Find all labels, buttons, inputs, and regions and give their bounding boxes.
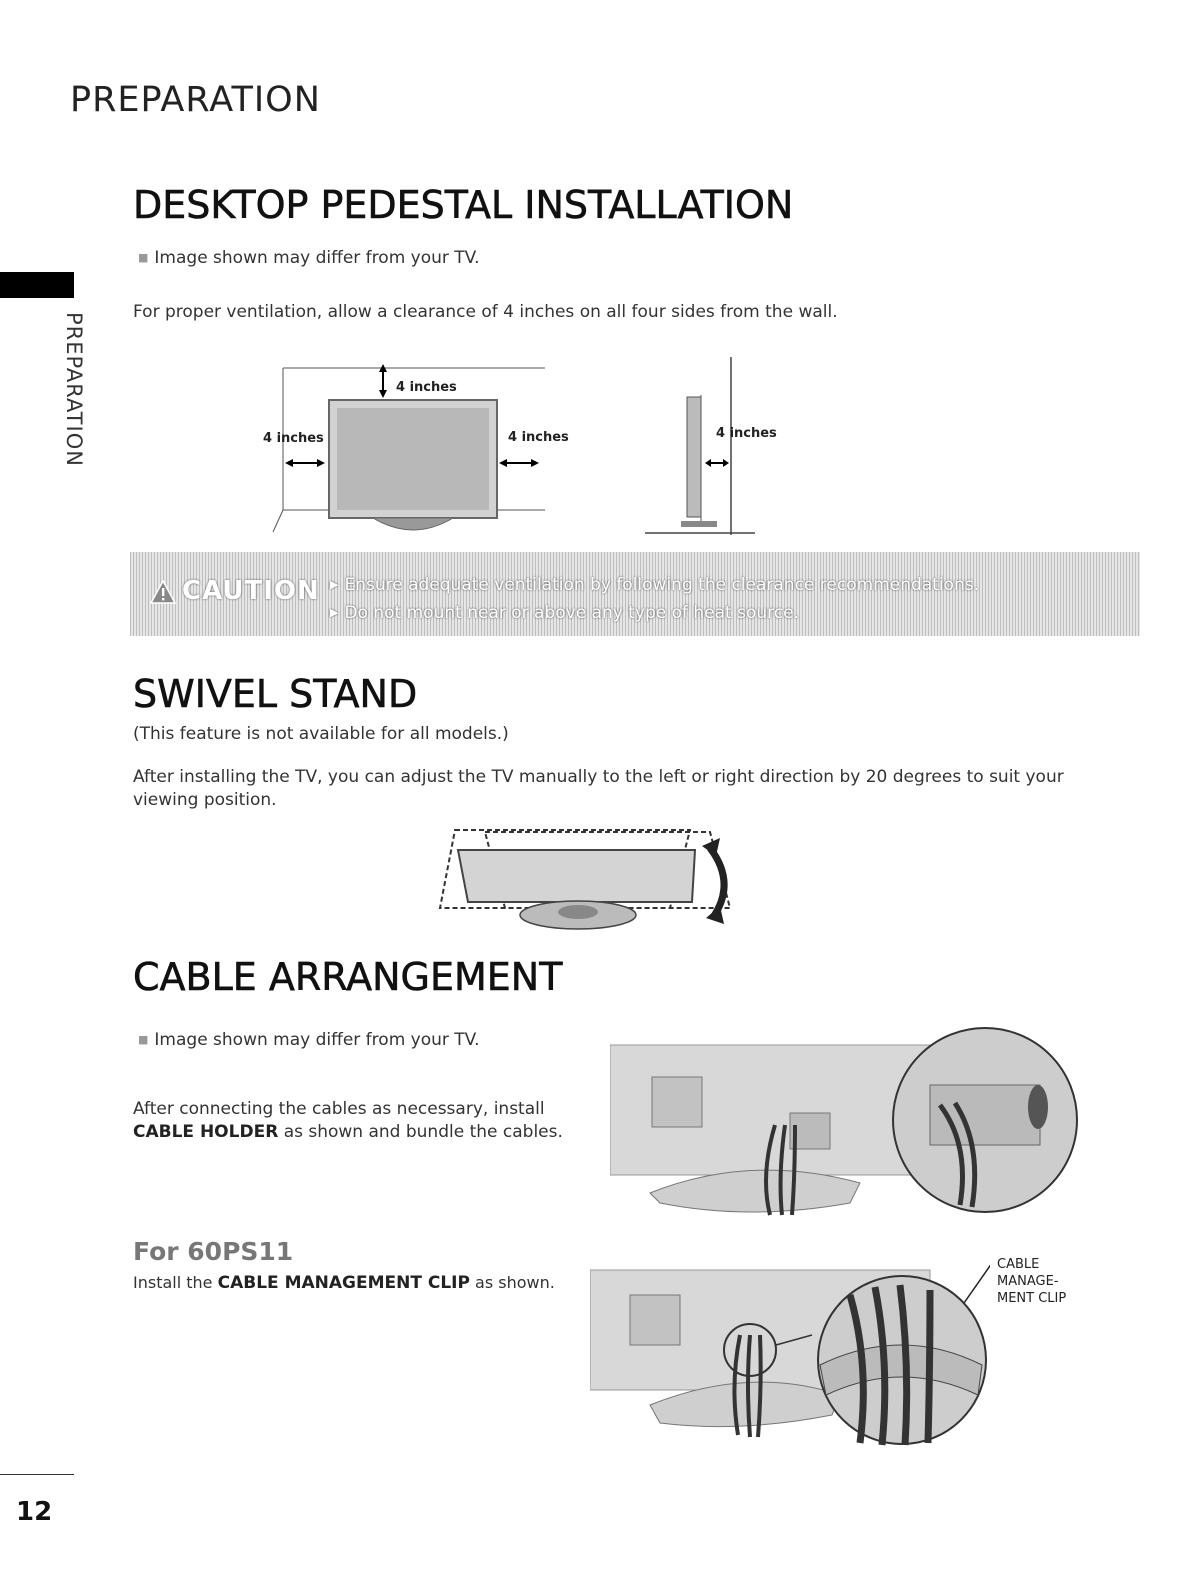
swivel-stand-title: SWIVEL STAND bbox=[133, 672, 418, 716]
clip-label bbox=[997, 1256, 1066, 1307]
side-tab-label: PREPARATION bbox=[62, 312, 86, 467]
cable-management-clip-illustration bbox=[590, 1255, 990, 1450]
ventilation-text: For proper ventilation, allow a clearance of 4 inches on all four sides from the wall. bbox=[133, 302, 838, 322]
caution-line-1: ▶ Ensure adequate ventilation by following the clearance recommendations. bbox=[330, 575, 979, 595]
caution-label: CAUTION bbox=[182, 576, 320, 606]
clip-instruction-prefix: Install the bbox=[133, 1273, 213, 1292]
desktop-image-note: ■ Image shown may differ from your TV. bbox=[138, 247, 480, 271]
clearance-label-left: 4 inches bbox=[263, 431, 324, 446]
clip-label-line-3: MENT CLIP bbox=[997, 1291, 1067, 1306]
desktop-pedestal-title: DESKTOP PEDESTAL INSTALLATION bbox=[133, 183, 794, 227]
clearance-label-right: 4 inches bbox=[508, 430, 569, 445]
cable-holder-keyword: CABLE HOLDER bbox=[133, 1122, 279, 1142]
cable-arrangement-title: CABLE ARRANGEMENT bbox=[133, 955, 563, 999]
cable-instruction-prefix: After connecting the cables as necessary, install bbox=[133, 1099, 545, 1119]
cable-image-note: ■ Image shown may differ from your TV. bbox=[138, 1029, 480, 1053]
page-number: 12 bbox=[16, 1497, 53, 1527]
clip-label-line-2: MANAGE- bbox=[997, 1274, 1059, 1289]
clip-label-line-1: CABLE bbox=[997, 1257, 1040, 1272]
section-header: PREPARATION bbox=[70, 80, 321, 120]
warning-triangle-icon bbox=[150, 580, 176, 604]
page-number-divider bbox=[0, 1474, 74, 1475]
clip-keyword: CABLE MANAGEMENT CLIP bbox=[217, 1273, 470, 1293]
clip-instruction-suffix: as shown. bbox=[475, 1273, 555, 1292]
clearance-label-top: 4 inches bbox=[396, 380, 457, 395]
cable-holder-illustration bbox=[610, 1025, 1080, 1220]
clearance-label-side: 4 inches bbox=[716, 426, 777, 441]
swivel-description: After installing the TV, you can adjust the TV manually to the left or right direction by 20 degrees to suit your viewing position. bbox=[133, 767, 1064, 810]
side-clearance-diagram bbox=[645, 355, 755, 540]
swivel-availability: (This feature is not available for all models.) bbox=[133, 724, 509, 744]
cable-holder-instruction bbox=[133, 1098, 573, 1144]
cable-instruction-suffix: as shown and bundle the cables. bbox=[283, 1122, 563, 1142]
side-tab-marker bbox=[0, 272, 74, 298]
caution-line-2: ▶ Do not mount near or above any type of heat source. bbox=[330, 603, 799, 623]
swivel-rotation-diagram bbox=[430, 820, 750, 938]
clip-instruction bbox=[133, 1271, 555, 1295]
model-heading: For 60PS11 bbox=[133, 1237, 294, 1266]
